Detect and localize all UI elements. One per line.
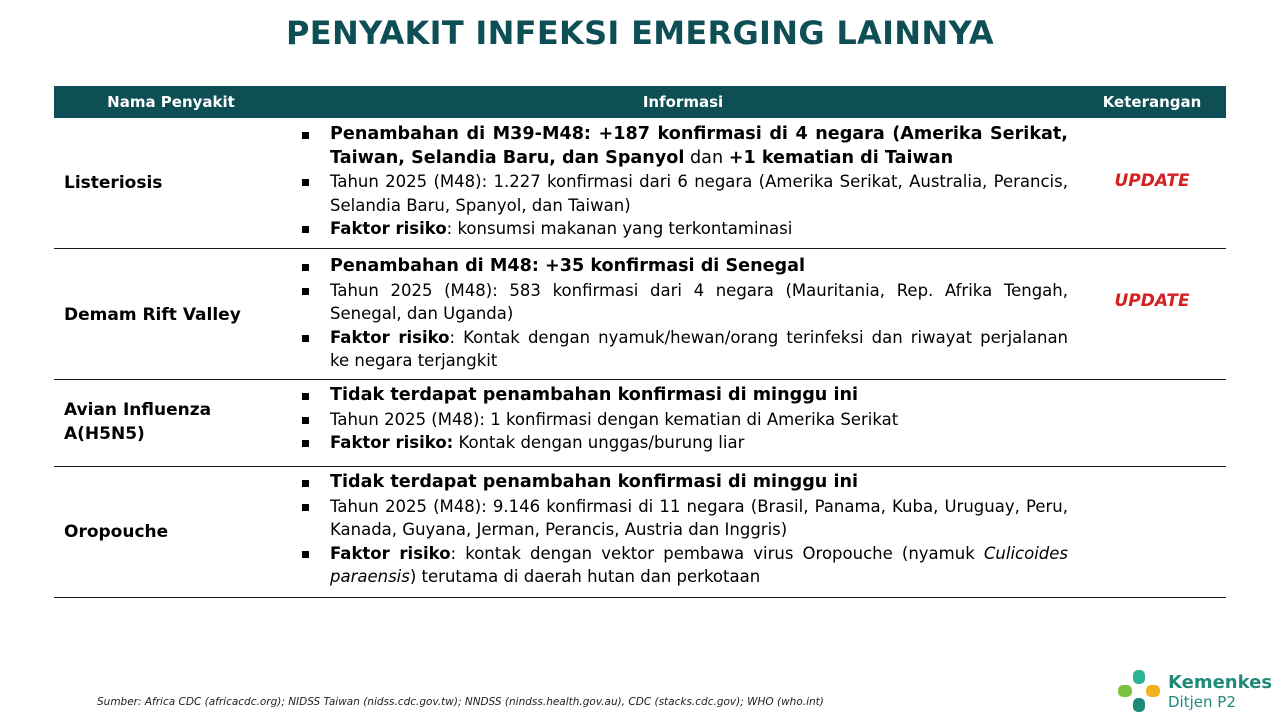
disease-info	[300, 123, 1068, 241]
disease-info	[300, 384, 1068, 455]
disease-name: Listeriosis	[64, 173, 163, 193]
disease-table	[54, 86, 1226, 587]
kemenkes-logo-icon	[1116, 668, 1162, 714]
table-row-demam-rift-valley	[54, 249, 1226, 380]
table-row-avian-influenza	[54, 380, 1226, 467]
header-keterangan: Keterangan	[1102, 93, 1202, 111]
disease-info	[300, 255, 1068, 373]
list-item: Faktor risiko: konsumsi makanan yang terkontaminasi	[300, 217, 1068, 241]
disease-info	[300, 471, 1068, 589]
logo-text-ditjen: Ditjen P2	[1168, 693, 1236, 711]
header-nama-penyakit: Nama Penyakit	[107, 93, 235, 111]
list-item: Tidak terdapat penambahan konfirmasi di minggu ini	[300, 471, 1068, 495]
list-item: Tahun 2025 (M48): 583 konfirmasi dari 4 negara (Mauritania, Rep. Afrika Tengah, Senegal, dan Uganda)	[300, 279, 1068, 326]
list-item: Faktor risiko: Kontak dengan nyamuk/hewan/orang terinfeksi dan riwayat perjalanan ke negara terjangkit	[300, 326, 1068, 373]
list-item: Faktor risiko: Kontak dengan unggas/burung liar	[300, 431, 1068, 455]
list-item: Faktor risiko: kontak dengan vektor pembawa virus Oropouche (nyamuk Culicoides paraensis) terutama di daerah hutan dan perkotaan	[300, 542, 1068, 589]
list-item: Penambahan di M39-M48: +187 konfirmasi di 4 negara (Amerika Serikat, Taiwan, Selandia Baru, dan Spanyol dan +1 kematian di Taiwan	[300, 123, 1068, 170]
logo-text-kemenkes: Kemenkes	[1168, 672, 1273, 693]
source-note: Sumber: Africa CDC (africacdc.org); NIDSS Taiwan (nidss.cdc.gov.tw); NNDSS (nindss.health.gov.au), CDC (stacks.cdc.gov); WHO (who.int)	[97, 696, 824, 708]
status-badge: UPDATE	[1114, 171, 1190, 191]
list-item: Tidak terdapat penambahan konfirmasi di minggu ini	[300, 384, 1068, 408]
list-item: Tahun 2025 (M48): 9.146 konfirmasi di 11 negara (Brasil, Panama, Kuba, Uruguay, Peru, Kanada, Guyana, Jerman, Perancis, Austria dan Inggris)	[300, 495, 1068, 542]
status-badge: UPDATE	[1114, 291, 1190, 311]
list-item: Tahun 2025 (M48): 1 konfirmasi dengan kematian di Amerika Serikat	[300, 408, 1068, 432]
disease-name: Demam Rift Valley	[64, 305, 241, 325]
table-row-listeriosis	[54, 119, 1226, 249]
list-item: Tahun 2025 (M48): 1.227 konfirmasi dari 6 negara (Amerika Serikat, Australia, Perancis, Selandia Baru, Spanyol, dan Taiwan)	[300, 170, 1068, 217]
page-title: PENYAKIT INFEKSI EMERGING LAINNYA	[286, 14, 994, 52]
disease-name: Avian Influenza A(H5N5)	[64, 400, 212, 444]
kemenkes-logo	[1116, 668, 1273, 716]
table-row-oropouche	[54, 467, 1226, 598]
disease-name: Oropouche	[64, 522, 169, 542]
header-informasi: Informasi	[642, 93, 724, 111]
list-item: Penambahan di M48: +35 konfirmasi di Senegal	[300, 255, 1068, 279]
table-header	[54, 86, 1226, 118]
